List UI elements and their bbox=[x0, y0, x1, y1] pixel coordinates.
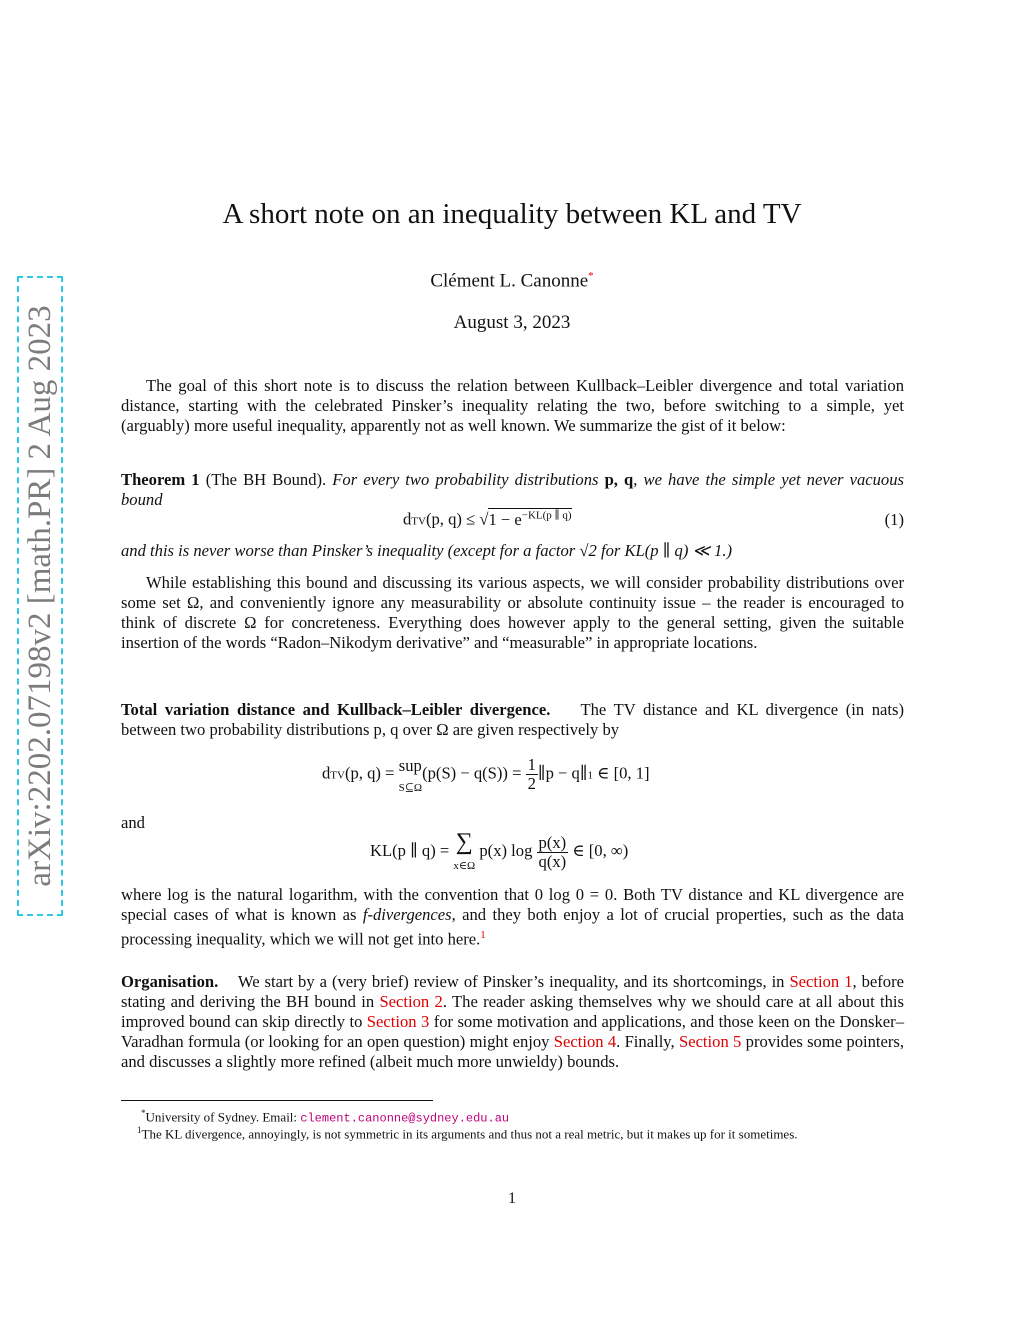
eq1-exponent: −KL(p ∥ q) bbox=[521, 509, 572, 521]
eqkl-fraction bbox=[537, 834, 569, 871]
author-name: Clément L. Canonne bbox=[430, 270, 589, 292]
footnote-rule bbox=[121, 1100, 433, 1101]
footnote-kl-text: The KL divergence, annoyingly, is not symmetric in its arguments and thus not a real metric, but it makes up for it sometimes. bbox=[141, 1126, 798, 1142]
eqtv-sup-block bbox=[399, 756, 423, 796]
eqkl-body: p(x) log bbox=[479, 840, 533, 860]
eqtv-sup: sup bbox=[398, 756, 422, 775]
organisation-heading: Organisation. bbox=[121, 972, 219, 991]
org-text-6: provides some pointers, and discusses a slightly more refined (albeit much more unwieldy) bounds. bbox=[121, 1032, 905, 1071]
equation-tv bbox=[322, 756, 650, 796]
para3-text-b: , and they both enjoy a lot of crucial properties, such as the data processing inequality, which we will not get into here. bbox=[121, 905, 904, 949]
author-line bbox=[0, 270, 1024, 292]
equation-1 bbox=[403, 508, 572, 530]
eq1-args: (p, q) ≤ √ bbox=[425, 509, 489, 529]
footnote-mark-1: 1 bbox=[137, 1125, 142, 1135]
paragraph-setting: While establishing this bound and discussing its various aspects, we will consider probability distributions over some set Ω, and conveniently ignore any measurability or absolute continuity issue – the reader is encouraged to think of discrete Ω for concreteness. Everything does however apply to the general setting, given the suitable insertion of the words “Radon–Nikodym derivative” and “measurable” in appropriate locations. bbox=[121, 573, 904, 652]
intro-paragraph: The goal of this short note is to discuss the relation between Kullback–Leibler divergence and total variation distance, starting with the celebrated Pinsker’s inequality relating the two, before switching to a simple, yet (arguably) more useful inequality, apparently not as well known. We summarize the gist of it below: bbox=[121, 376, 904, 435]
email-link[interactable]: clement.canonne@sydney.edu.au bbox=[300, 1111, 510, 1126]
footnote-mark-star: * bbox=[141, 1108, 146, 1118]
eq1-lhs: d bbox=[403, 509, 412, 529]
theorem-statement bbox=[121, 470, 904, 510]
paper-title: A short note on an inequality between KL and TV bbox=[222, 198, 802, 230]
theorem-text-b: , we have the simple yet never vacuous bound bbox=[121, 470, 904, 509]
and-word: and bbox=[121, 813, 145, 832]
org-text-1: We start by a (very brief) review of Pinsker’s inequality, and its shortcomings, in bbox=[237, 972, 785, 991]
page-number: 1 bbox=[508, 1190, 516, 1207]
paper-date: August 3, 2023 bbox=[453, 312, 571, 333]
eq1-lhs-sub: TV bbox=[411, 515, 426, 528]
section-tv-heading: Total variation distance and Kullback–Leibler divergence. bbox=[121, 700, 551, 719]
eqtv-sup-sub: S⊆Ω bbox=[398, 782, 423, 794]
theorem-pq: p, q bbox=[604, 470, 634, 489]
eqtv-mid: (p(S) − q(S)) = bbox=[422, 763, 526, 783]
eqtv-args: (p, q) = bbox=[344, 763, 399, 783]
eqkl-sum: ∑ bbox=[455, 829, 473, 855]
author-footnote-mark[interactable]: * bbox=[588, 270, 594, 282]
theorem-tail: and this is never worse than Pinsker’s inequality (except for a factor √2 for KL(p ∥ q) ≪ 1.) bbox=[121, 541, 733, 560]
footnote-kl bbox=[121, 1122, 937, 1142]
eqkl-range: ∈ [0, ∞) bbox=[568, 840, 629, 860]
paragraph-definitions bbox=[121, 885, 904, 950]
org-text-4: for some motivation and applications, and those keen on the Donsker–Varadhan formula (or looking for an open question) might enjoy bbox=[121, 1012, 904, 1051]
eqtv-range: ∈ [0, 1] bbox=[593, 763, 650, 783]
para3-f-divergences: f-divergences bbox=[362, 905, 452, 924]
para3-text-a: where log is the natural logarithm, with the convention that 0 log 0 = 0. Both TV distance and KL divergence are special cases of what is known as bbox=[121, 885, 904, 924]
footnote-affiliation-text: University of Sydney. Email: bbox=[145, 1109, 301, 1125]
arxiv-stamp: arXiv:2202.07198v2 [math.PR] 2 Aug 2023 bbox=[17, 276, 63, 916]
section-tv-kl bbox=[121, 700, 904, 740]
eq1-radicand bbox=[488, 508, 571, 529]
link-section-3[interactable]: Section 3 bbox=[366, 1012, 430, 1031]
footnote-ref-1[interactable]: 1 bbox=[480, 929, 486, 941]
theorem-name: (The BH Bound). bbox=[205, 470, 327, 489]
eqkl-sum-sub: x∈Ω bbox=[453, 860, 476, 872]
eqkl-sum-block bbox=[453, 830, 475, 874]
eqtv-frac-den: 2 bbox=[527, 774, 536, 793]
organisation-paragraph bbox=[121, 972, 904, 1072]
eqkl-frac-den: q(x) bbox=[538, 851, 567, 871]
link-section-4[interactable]: Section 4 bbox=[553, 1032, 617, 1051]
equation-1-number: (1) bbox=[884, 510, 904, 529]
eqkl-frac-num: p(x) bbox=[538, 832, 567, 852]
theorem-text-a: For every two probability distributions bbox=[332, 470, 599, 489]
link-section-2[interactable]: Section 2 bbox=[379, 992, 443, 1011]
eqtv-frac-num: 1 bbox=[527, 755, 536, 774]
eqtv-norm-sub: 1 bbox=[587, 769, 594, 782]
eqkl-lhs: KL(p ∥ q) = bbox=[370, 840, 454, 860]
org-text-2: , before stating and deriving the BH bound in bbox=[121, 972, 904, 1011]
link-section-5[interactable]: Section 5 bbox=[678, 1032, 742, 1051]
link-section-1[interactable]: Section 1 bbox=[789, 972, 853, 991]
eq1-radicand-text: 1 − e bbox=[488, 509, 522, 529]
equation-kl bbox=[370, 830, 628, 874]
eqtv-lhs: d bbox=[322, 763, 331, 783]
section-tv-text: The TV distance and KL divergence (in nats) between two probability distributions p, q over Ω are given respectively by bbox=[121, 700, 904, 739]
eqtv-norm: ∥p − q∥ bbox=[537, 763, 588, 783]
org-text-5: . Finally, bbox=[616, 1032, 675, 1051]
theorem-label: Theorem 1 bbox=[121, 470, 200, 489]
eqtv-lhs-sub: TV bbox=[330, 769, 345, 782]
org-text-3: . The reader asking themselves why we should care at all about this improved bound can skip directly to bbox=[121, 992, 904, 1031]
eqtv-fraction bbox=[526, 756, 538, 793]
